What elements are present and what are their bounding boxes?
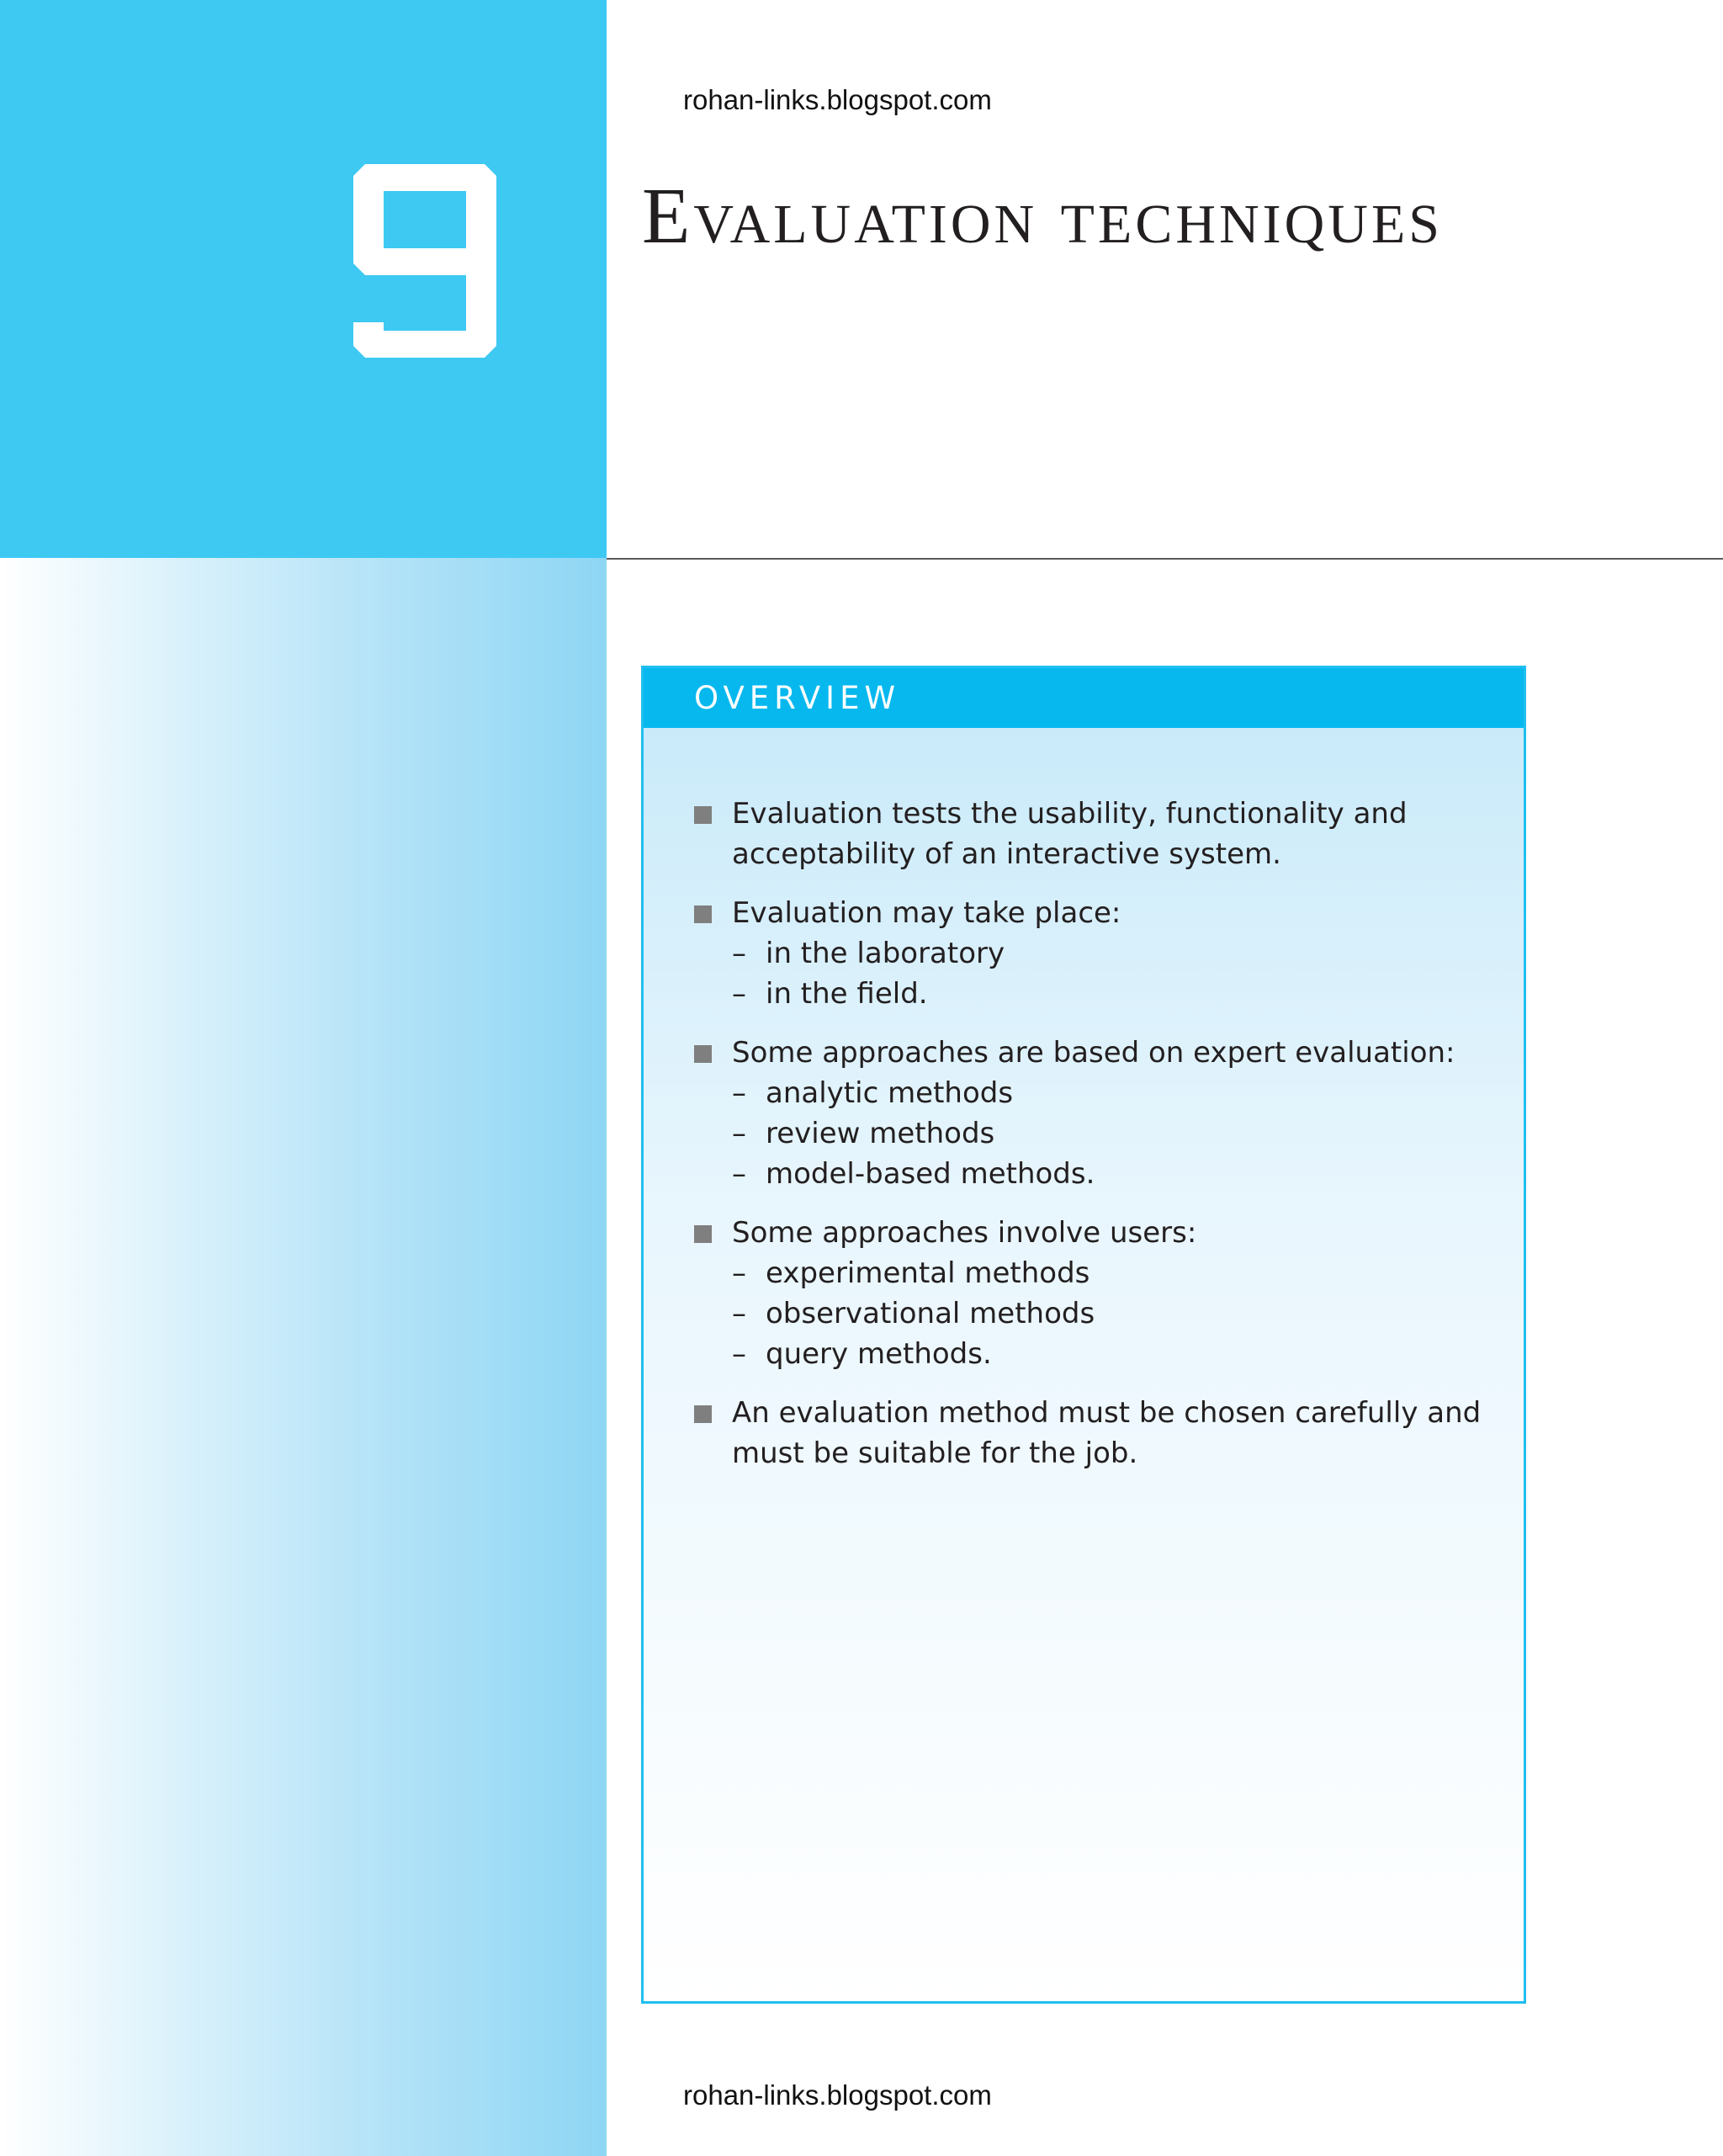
overview-subitem-text: in the laboratory bbox=[766, 937, 1005, 970]
overview-subitem-text: in the field. bbox=[766, 977, 928, 1011]
dash-bullet-icon: – bbox=[732, 1337, 746, 1371]
overview-item bbox=[694, 1033, 1490, 1194]
overview-subitem bbox=[732, 1154, 1490, 1194]
overview-sublist bbox=[732, 1253, 1490, 1374]
overview-heading: OVERVIEW bbox=[694, 680, 901, 716]
dash-bullet-icon: – bbox=[732, 1256, 746, 1290]
overview-item bbox=[694, 1393, 1490, 1474]
side-gradient-panel bbox=[0, 558, 607, 2156]
overview-subitem bbox=[732, 1073, 1490, 1113]
overview-item bbox=[694, 794, 1490, 874]
square-bullet-icon bbox=[694, 806, 712, 824]
overview-subitem-text: observational methods bbox=[766, 1297, 1095, 1330]
header-rule bbox=[607, 558, 1723, 560]
overview-item-text: Evaluation tests the usability, functionality and acceptability of an interactive system. bbox=[732, 797, 1408, 871]
overview-subitem bbox=[732, 933, 1490, 974]
dash-bullet-icon: – bbox=[732, 1297, 746, 1330]
dash-bullet-icon: – bbox=[732, 1157, 746, 1191]
overview-item-text: An evaluation method must be chosen carefully and must be suitable for the job. bbox=[732, 1396, 1482, 1470]
chapter-number bbox=[353, 164, 496, 358]
site-url-bottom: rohan-links.blogspot.com bbox=[683, 2079, 992, 2111]
overview-item-text: Some approaches involve users: bbox=[732, 1216, 1197, 1250]
overview-subitem-text: analytic methods bbox=[766, 1076, 1014, 1110]
chapter-number-glyph bbox=[353, 164, 496, 358]
dash-bullet-icon: – bbox=[732, 977, 746, 1011]
overview-subitem bbox=[732, 974, 1490, 1014]
chapter-title: Evaluation techniques bbox=[642, 173, 1443, 260]
overview-subitem-text: query methods. bbox=[766, 1337, 992, 1371]
square-bullet-icon bbox=[694, 1225, 712, 1243]
overview-sublist bbox=[732, 1073, 1490, 1194]
overview-subitem bbox=[732, 1253, 1490, 1293]
overview-list bbox=[644, 728, 1524, 1474]
overview-item bbox=[694, 1213, 1490, 1374]
dash-bullet-icon: – bbox=[732, 937, 746, 970]
overview-item-text: Some approaches are based on expert evaluation: bbox=[732, 1036, 1455, 1070]
overview-subitem-text: review methods bbox=[766, 1117, 995, 1150]
overview-item bbox=[694, 893, 1490, 1014]
chapter-banner bbox=[0, 0, 607, 558]
overview-box bbox=[641, 666, 1526, 2004]
square-bullet-icon bbox=[694, 905, 712, 923]
square-bullet-icon bbox=[694, 1045, 712, 1063]
overview-item-text: Evaluation may take place: bbox=[732, 896, 1121, 930]
overview-subitem-text: model-based methods. bbox=[766, 1157, 1095, 1191]
overview-subitem-text: experimental methods bbox=[766, 1256, 1090, 1290]
site-url-top: rohan-links.blogspot.com bbox=[683, 84, 992, 115]
overview-subitem bbox=[732, 1334, 1490, 1374]
dash-bullet-icon: – bbox=[732, 1076, 746, 1110]
dash-bullet-icon: – bbox=[732, 1117, 746, 1150]
overview-sublist bbox=[732, 933, 1490, 1014]
overview-subitem bbox=[732, 1293, 1490, 1334]
square-bullet-icon bbox=[694, 1405, 712, 1423]
overview-header bbox=[644, 668, 1524, 728]
overview-subitem bbox=[732, 1113, 1490, 1154]
